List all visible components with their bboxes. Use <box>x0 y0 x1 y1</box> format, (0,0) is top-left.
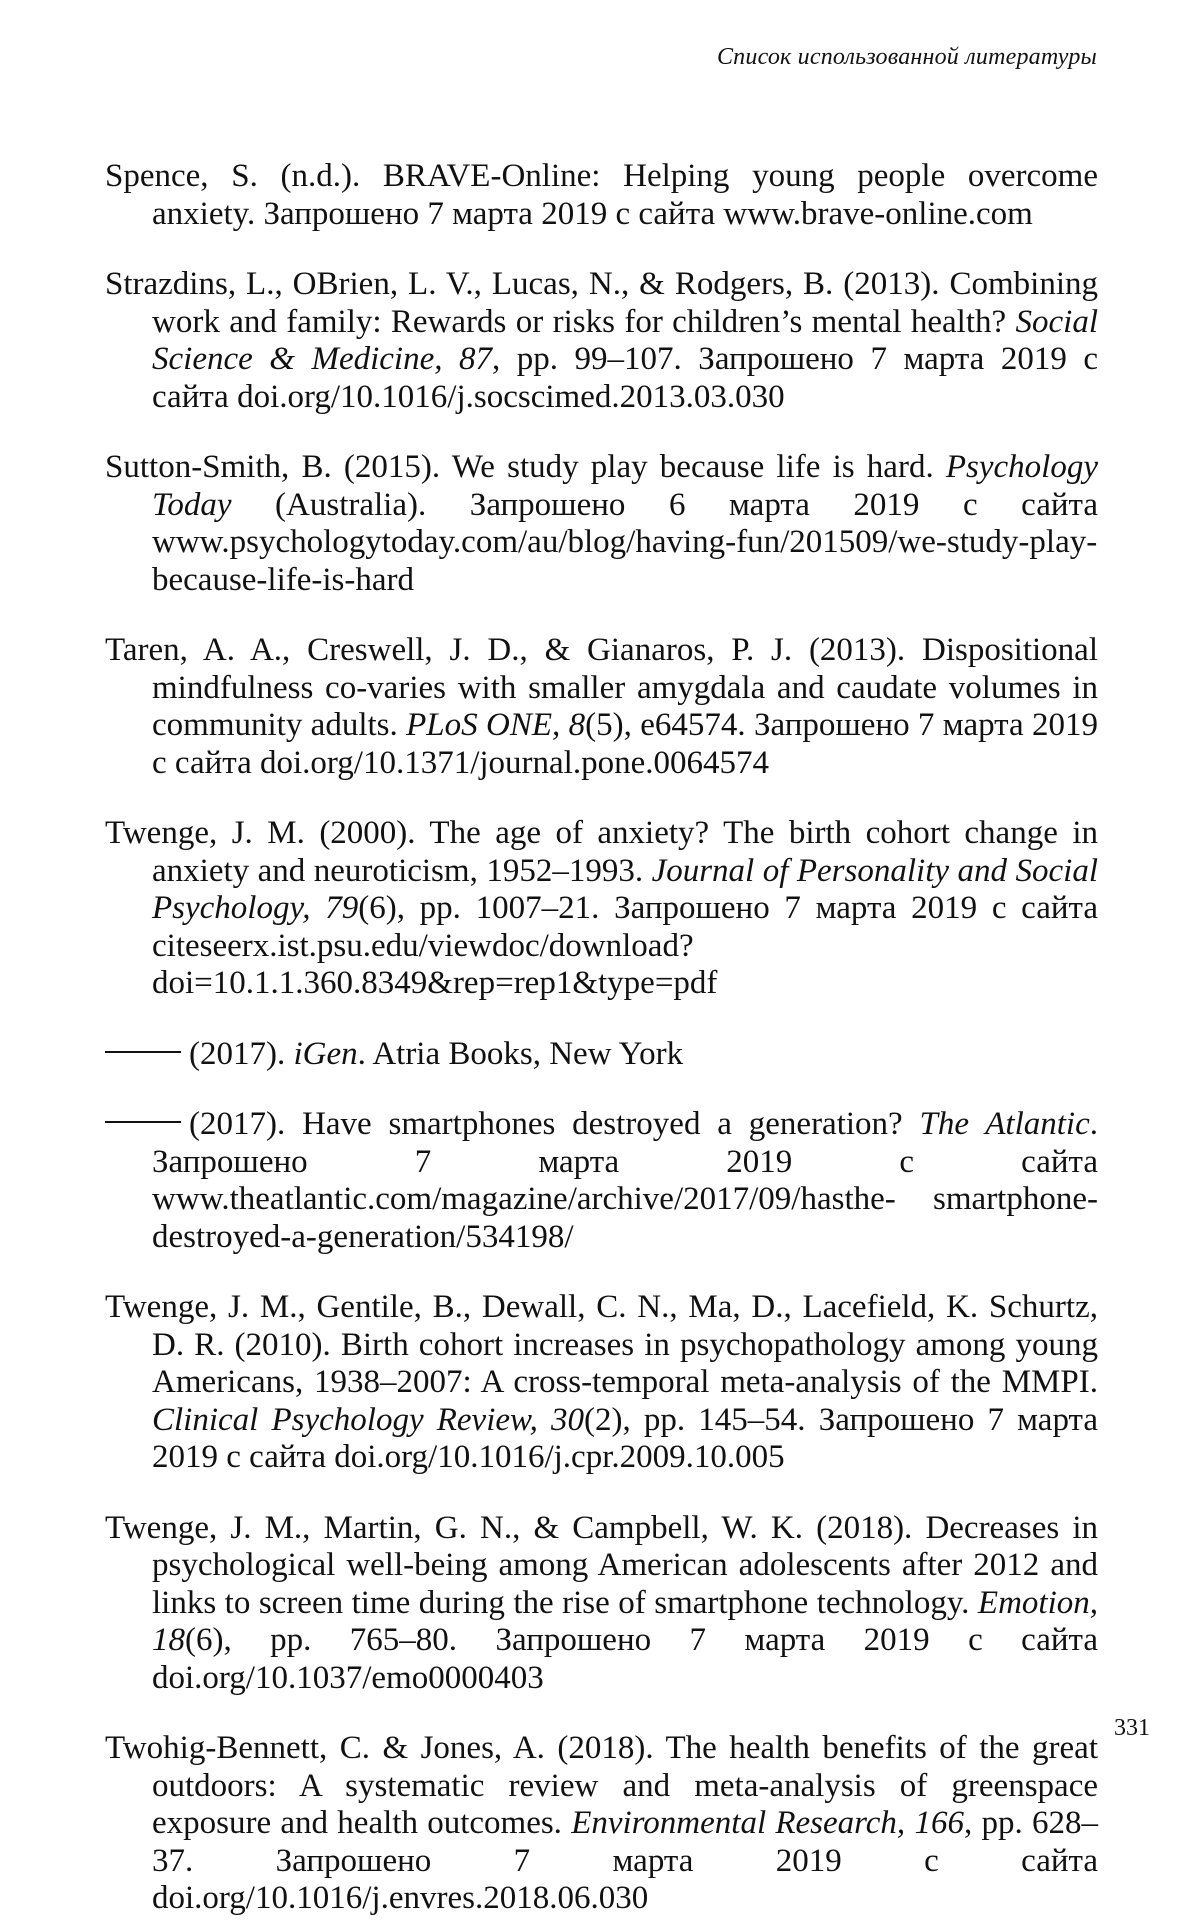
reference-list <box>105 125 1098 1927</box>
ref-source: Psychology Today <box>152 449 1098 523</box>
ref-details: (2), pp. 145–54. Запрошено 7 марта 2019 с сайта doi.org/10.1016/j.cpr.2009.10.005 <box>152 1401 1098 1475</box>
ref-source: Environmental Research, 166 <box>571 1805 964 1841</box>
ref-source: iGen <box>293 1035 358 1072</box>
ref-text: Twenge, J. M. (2000). The age of anxiety? The birth cohort change in anxiety and neuroticism, 1952–1993. <box>105 815 1098 889</box>
reference-entry <box>105 632 1098 782</box>
ref-source: PLoS ONE, 8 <box>406 707 586 743</box>
ref-source: Emotion, 18 <box>152 1584 1098 1658</box>
reference-entry <box>105 449 1098 599</box>
reference-entry <box>105 158 1098 233</box>
reference-entry <box>105 1730 1098 1918</box>
ref-details: , pp. 628–37. Запрошено 7 марта 2019 с сайта doi.org/10.1016/j.envres.2018.06.030 <box>152 1805 1098 1916</box>
ref-text: Strazdins, L., OBrien, L. V., Lucas, N., & Rodgers, B. (2013). Combining work and family: Rewards or risks for children’s mental health? <box>105 266 1098 340</box>
ref-text: Taren, A. A., Creswell, J. D., & Gianaros, P. J. (2013). Dispositional mindfulness co-varies with smaller amygdala and caudate volumes in community adults. <box>105 632 1098 743</box>
reference-entry <box>105 1289 1098 1477</box>
page-number: 331 <box>1114 1715 1150 1741</box>
reference-entry <box>105 815 1098 1003</box>
running-head: Список использованной литературы <box>716 44 1097 70</box>
ref-details: (5), e64574. Запрошено 7 марта 2019 с сайта doi.org/10.1371/journal.pone.0064574 <box>152 707 1098 781</box>
reference-entry <box>105 266 1098 416</box>
ref-text: Sutton-Smith, B. (2015). We study play because life is hard. <box>105 449 946 485</box>
reference-entry <box>105 1106 1098 1256</box>
ref-text: (2017). Have smartphones destroyed a generation? <box>189 1106 920 1142</box>
ref-source: Journal of Personality and Social Psychology, 79 <box>152 852 1098 926</box>
reference-entry <box>105 1036 1098 1074</box>
ref-details: . Atria Books, New York <box>357 1035 684 1072</box>
ref-details: (6), pp. 765–80. Запрошено 7 марта 2019 с сайта doi.org/10.1037/emo0000403 <box>152 1622 1098 1696</box>
ref-text: Twohig-Bennett, C. & Jones, A. (2018). The health benefits of the great outdoors: A systematic review and meta-analysis of greenspace exposure and health outcomes. <box>105 1730 1098 1841</box>
ref-text: Spence, S. (n.d.). BRAVE-Online: Helping young people overcome anxiety. Запрошено 7 марта 2019 с сайта www.brave-online.com <box>105 158 1098 232</box>
ref-details: , pp. 99–107. Запрошено 7 марта 2019 с сайта doi.org/10.1016/j.socscimed.2013.03.030 <box>152 341 1098 415</box>
ref-source: Clinical Psychology Review, 30 <box>152 1401 584 1438</box>
ref-text: Twenge, J. M., Martin, G. N., & Campbell, W. K. (2018). Decreases in psychological well-being among American adolescents after 2012 and links to screen time during the rise of smartphone technology. <box>105 1509 1098 1621</box>
reference-entry <box>105 1510 1098 1698</box>
ref-details: (6), pp. 1007–21. Запрошено 7 марта 2019 с сайта citeseerx.ist.psu.edu/viewdoc/download?doi=10.1.1.360.8349&rep=rep1&type=pdf <box>152 890 1098 1001</box>
ref-text: (2017). <box>189 1035 294 1072</box>
same-author-dash <box>105 1051 181 1053</box>
ref-details: . Запрошено 7 марта 2019 с сайта www.theatlantic.com/magazine/archive/2017/09/hasthe- smartphone-destroyed-a-generation/534198/ <box>152 1106 1098 1255</box>
ref-text: Twenge, J. M., Gentile, B., Dewall, C. N., Ma, D., Lacefield, K. Schurtz, D. R. (2010). Birth cohort increases in psychopathology among young Americans, 1938–2007: A cross-temporal meta-analysis of the MMPI. <box>105 1289 1098 1400</box>
ref-details: (Australia). Запрошено 6 марта 2019 с сайта www.psychologytoday.com/au/blog/having-fun/201509/we-study-play-because-life-is-hard <box>152 486 1098 598</box>
ref-source: The Atlantic <box>919 1106 1090 1142</box>
same-author-dash <box>105 1121 181 1123</box>
ref-source: Social Science & Medicine, 87 <box>152 303 1098 377</box>
